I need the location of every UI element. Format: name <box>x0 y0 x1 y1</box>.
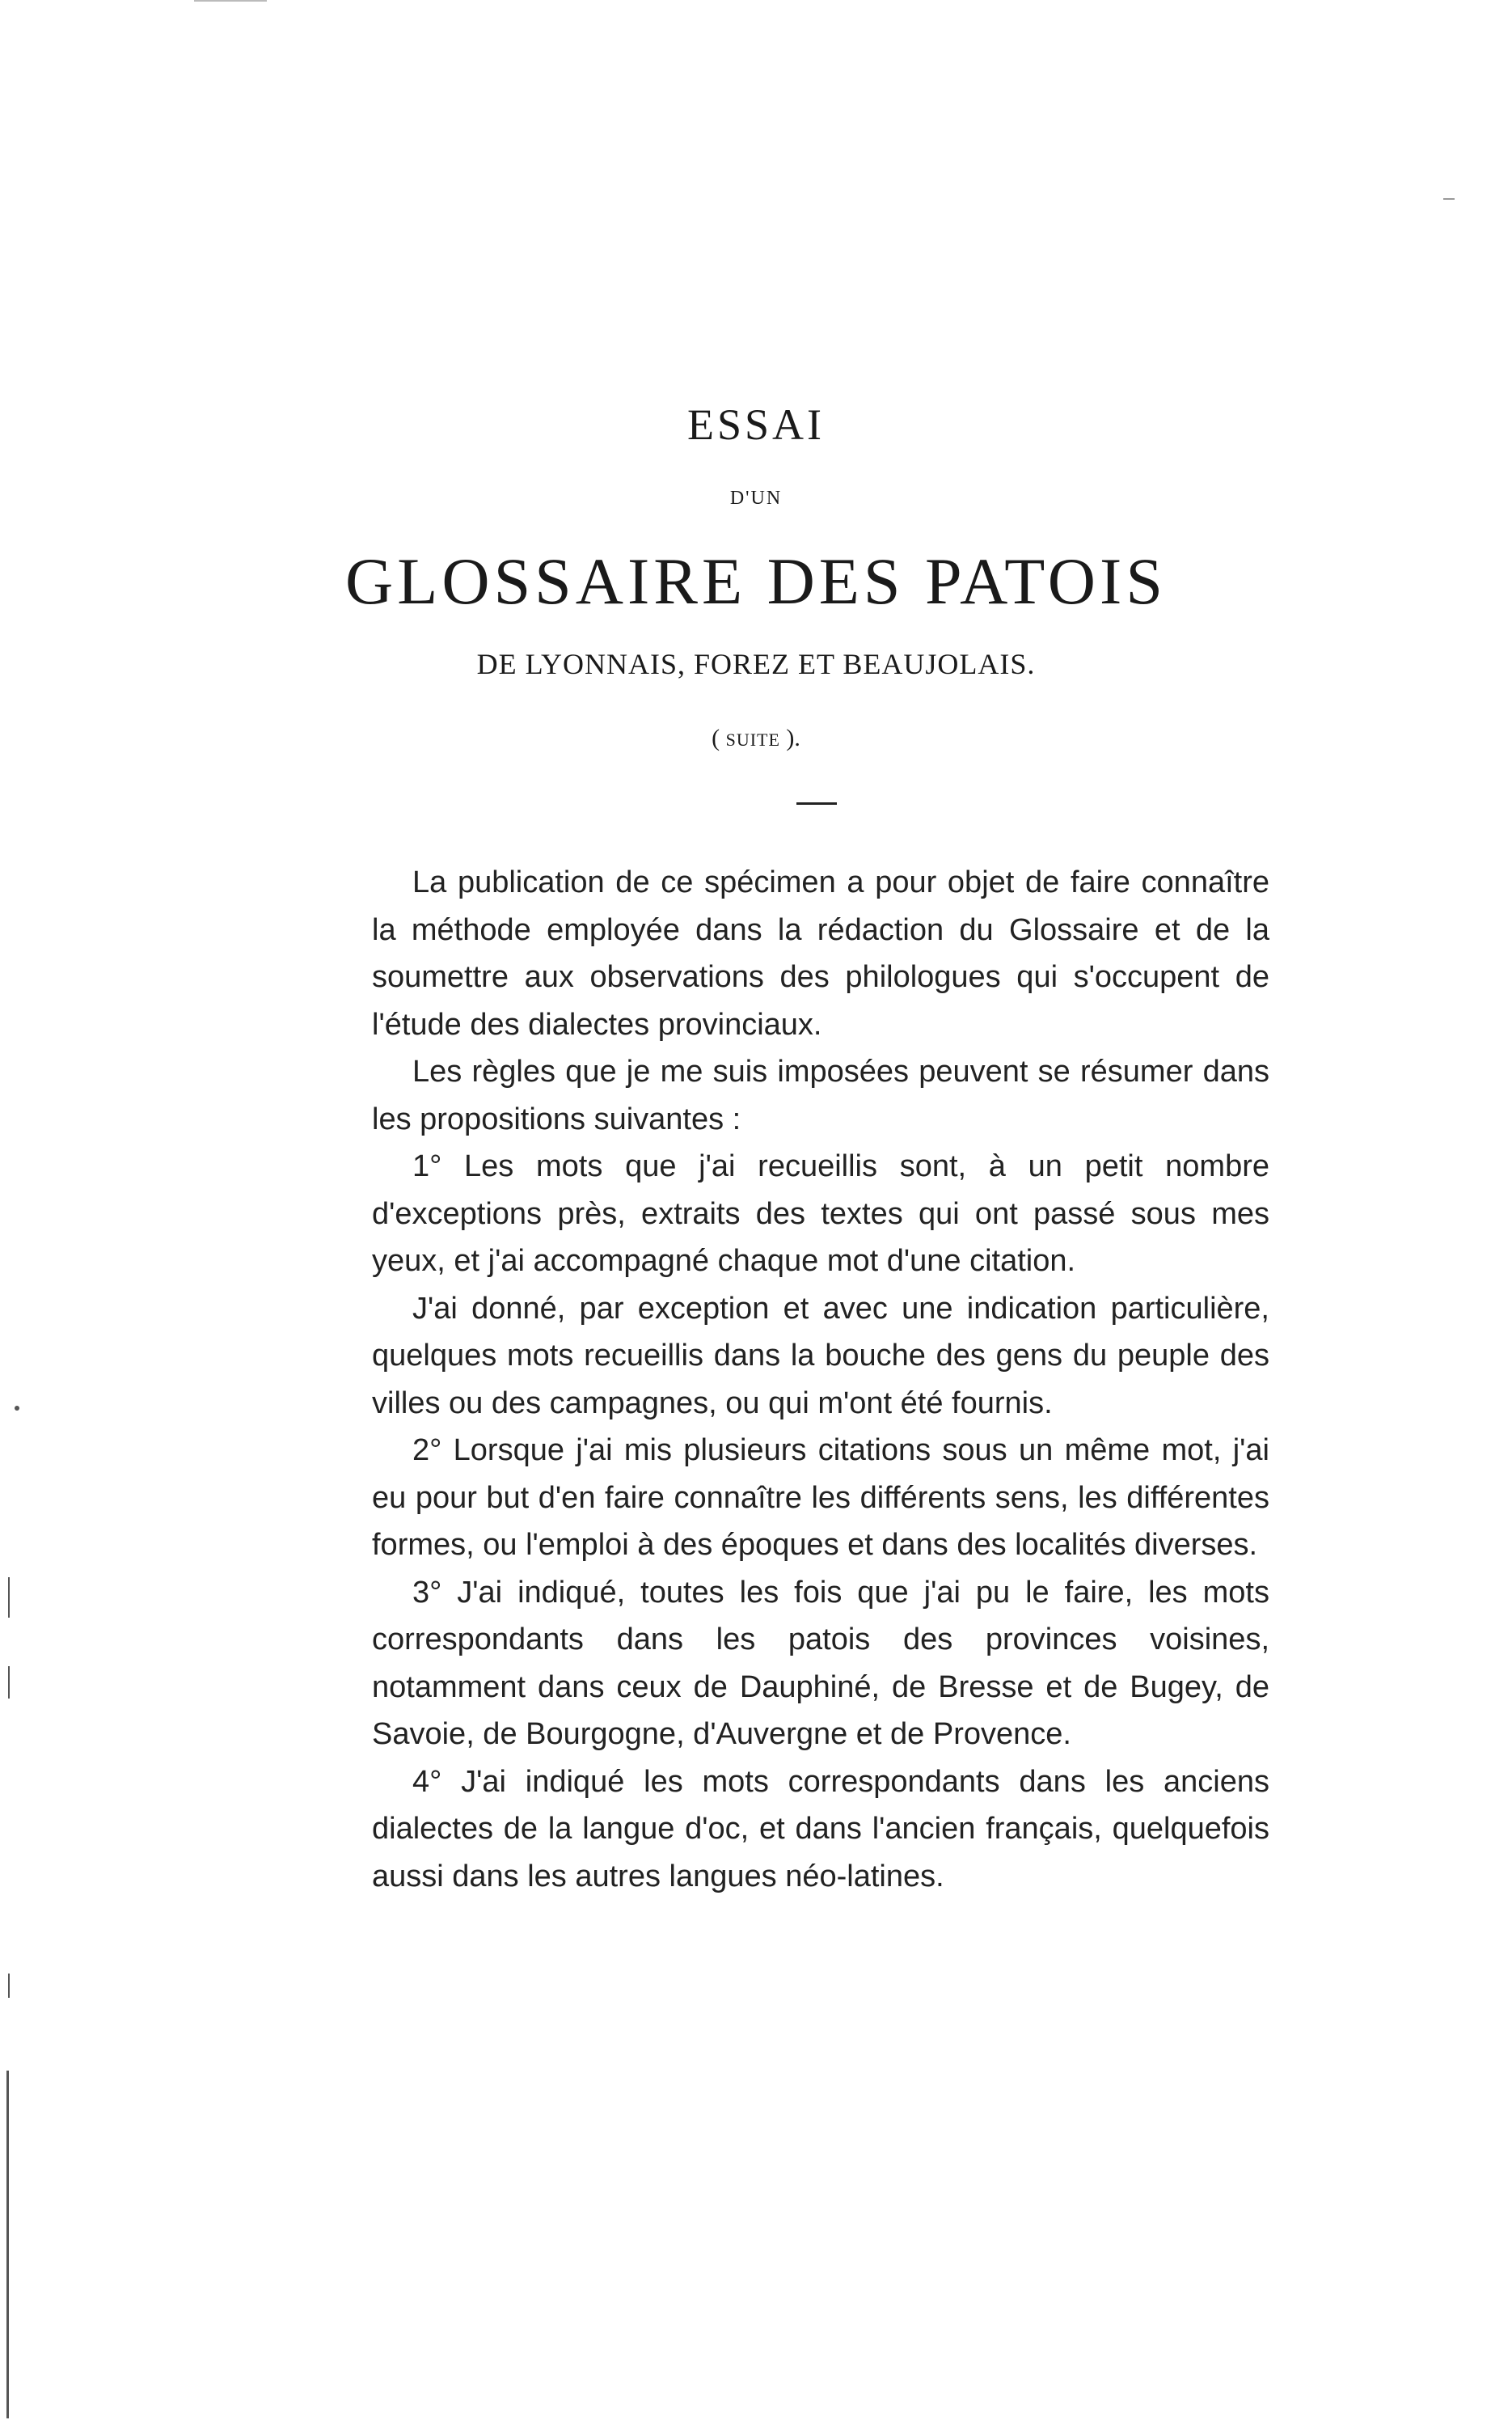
scan-artifact <box>1443 198 1455 200</box>
scan-artifact <box>6 2071 9 2418</box>
suite-word: SUITE <box>725 730 780 750</box>
body-text <box>372 859 1269 1900</box>
scan-artifact <box>194 0 267 2</box>
paragraph: 3° J'ai indiqué, toutes les fois que j'ai pu le faire, les mots correspondants dans les patois des provinces voisines, notamment dans ceux de Dauphiné, de Bresse et de Bugey, de Savoie, de Bourgogne, d'Auvergne et de Provence. <box>372 1575 1269 1751</box>
page-subtitle: DE LYONNAIS, FOREZ ET BEAUJOLAIS. <box>476 648 1036 680</box>
paragraph: 1° Les mots que j'ai recueillis sont, à un petit nombre d'exceptions près, extraits des textes qui ont passé sous mes yeux, et j'ai accompagné chaque mot d'une citation. <box>372 1149 1269 1278</box>
suite-label <box>0 725 1512 752</box>
scan-artifact <box>8 1577 10 1618</box>
title-divider <box>796 802 837 805</box>
scan-artifact <box>8 1974 10 1998</box>
suite-close: ). <box>779 725 800 751</box>
heading-essai: ESSAI <box>686 400 826 449</box>
scan-artifact <box>8 1666 10 1699</box>
scan-artifact <box>15 1406 19 1411</box>
paragraph: 4° J'ai indiqué les mots correspondants dans les anciens dialectes de la langue d'oc, et dans l'ancien français, quelquefois aussi dans les autres langues néo-latines. <box>372 1764 1269 1893</box>
paragraph: La publication de ce spécimen a pour objet de faire connaître la méthode employée dans la rédaction du Glossaire et de la soumettre aux observations des philologues qui s'occupent de l'étude des dialectes provinciaux. <box>372 865 1269 1042</box>
suite-open: ( <box>712 725 726 751</box>
heading-connector: D'UN <box>729 488 783 509</box>
paragraph: J'ai donné, par exception et avec une indication particulière, quelques mots recueillis dans la bouche des gens du peuple des villes ou des campagnes, ou qui m'ont été fournis. <box>372 1291 1269 1420</box>
page-title: GLOSSAIRE DES PATOIS <box>345 544 1167 618</box>
paragraph: 2° Lorsque j'ai mis plusieurs citations sous un même mot, j'ai eu pour but d'en faire connaître les différents sens, les différentes formes, ou l'emploi à des époques et dans des localités diverses. <box>372 1433 1269 1562</box>
paragraph: Les règles que je me suis imposées peuvent se résumer dans les propositions suivantes : <box>372 1055 1269 1136</box>
